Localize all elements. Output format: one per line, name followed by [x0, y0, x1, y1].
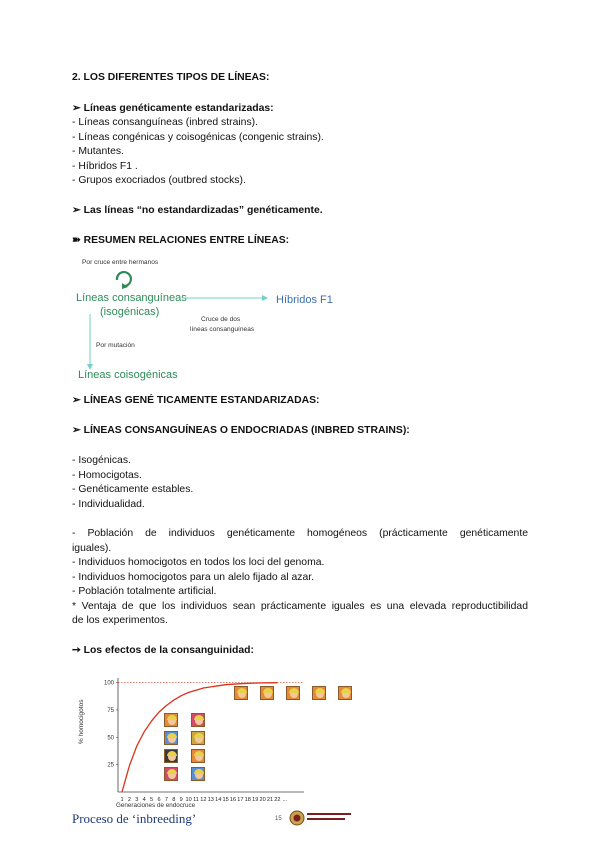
hybrids-label: Híbridos F1	[276, 294, 333, 306]
figure-caption: Proceso de ‘inbreeding’	[72, 811, 197, 826]
y-tick-label: 25	[107, 762, 114, 769]
x-tick-label: 2	[127, 797, 131, 803]
university-seal-icon	[289, 810, 305, 826]
mouse-photo-tile	[260, 686, 274, 700]
y-axis-label: % homocigotos	[78, 699, 85, 744]
y-tick-label: 75	[107, 707, 114, 714]
inbred-caps-heading: ➢ LÍNEAS CONSANGUÍNEAS O ENDOCRIADAS (INBRED STRAINS):	[72, 425, 410, 436]
x-tick-label: 10	[185, 797, 192, 803]
population-line: - Individuos homocigotos en todos los loci del genoma.	[72, 557, 325, 568]
isogenic-label: (isogénicas)	[100, 306, 160, 318]
x-tick-label: 14	[215, 797, 222, 803]
x-tick-label: 13	[207, 797, 214, 803]
x-tick-label: 8	[172, 797, 176, 803]
x-tick-label: ...	[282, 797, 288, 803]
population-line: * Ventaja de que los individuos sean prácticamente iguales es una elevada reproductibilidad	[72, 600, 528, 612]
mouse-photo-tile	[164, 749, 178, 763]
population-line: iguales).	[72, 542, 112, 554]
cross-label: Cruce de dos	[201, 316, 241, 323]
mouse-photo-tile	[191, 767, 205, 781]
standardized-heading: ➢ Líneas genéticamente estandarizadas:	[72, 103, 274, 114]
list-item: - Híbridos F1 .	[72, 160, 138, 172]
x-tick-label: 19	[252, 797, 259, 803]
property-item: - Individualidad.	[72, 498, 145, 510]
x-tick-label: 7	[164, 797, 168, 803]
mouse-photo-tile	[191, 731, 205, 745]
y-tick-label: 50	[107, 735, 114, 742]
inbred-lines-label: Líneas consanguíneas	[76, 292, 187, 304]
x-tick-label: 17	[237, 797, 244, 803]
mouse-photo-tile	[191, 749, 205, 763]
property-item: - Homocigotas.	[72, 469, 142, 481]
x-tick-label: 16	[229, 797, 237, 803]
x-tick-label: 12	[200, 797, 207, 803]
x-tick-label: 20	[259, 797, 266, 803]
population-line: de los experimentos.	[72, 615, 168, 626]
mouse-photo-tile	[191, 713, 205, 727]
loop-label: Por cruce entre hermanos	[82, 259, 159, 266]
property-item: - Isogénicas.	[72, 455, 131, 466]
x-tick-label: 9	[179, 797, 183, 803]
mouse-photo-tile	[164, 767, 178, 781]
list-item: - Líneas congénicas y coisogénicas (congenic strains).	[72, 131, 324, 143]
mouse-photo-tile	[234, 686, 248, 700]
page-number: 15	[275, 816, 282, 822]
non-standardized-heading: ➢ Las líneas “no estandardizadas” genéticamente.	[72, 205, 323, 216]
population-line: - Población totalmente artificial.	[72, 586, 217, 597]
x-tick-label: 22	[274, 797, 281, 803]
population-line: - Individuos homocigotos para un alelo fijado al azar.	[72, 571, 315, 583]
x-tick-label: 5	[150, 797, 154, 803]
x-axis-label: Generaciones de endocruce	[116, 802, 196, 809]
mouse-photo-tile	[338, 686, 352, 700]
y-tick-label: 100	[103, 680, 114, 687]
mouse-photo-tile	[312, 686, 326, 700]
summary-heading: ➽ RESUMEN RELACIONES ENTRE LÍNEAS:	[72, 235, 290, 246]
effects-heading: ➙ Los efectos de la consanguinidad:	[72, 645, 254, 656]
mouse-photo-tile	[164, 731, 178, 745]
list-item: - Mutantes.	[72, 146, 124, 157]
population-line: - Población de individuos genéticamente homogéneos (prácticamente genéticamente	[72, 528, 528, 539]
mouse-photo-tile	[164, 713, 178, 727]
list-item: - Grupos exocriados (outbred stocks).	[72, 175, 246, 186]
x-tick-label: 11	[193, 797, 199, 803]
university-logo-text	[307, 813, 351, 815]
list-item: - Líneas consanguíneas (inbred strains).	[72, 117, 258, 128]
x-tick-label: 6	[157, 797, 161, 803]
property-item: - Genéticamente estables.	[72, 484, 194, 495]
x-tick-label: 18	[244, 797, 251, 803]
mutation-arrow-icon	[86, 312, 94, 372]
section-title: 2. LOS DIFERENTES TIPOS DE LÍNEAS:	[72, 72, 270, 83]
standardized-caps-heading: ➢ LÍNEAS GENÉ TICAMENTE ESTANDARIZADAS:	[72, 395, 320, 406]
x-tick-label: 21	[266, 797, 274, 803]
coisogenic-label: Líneas coisogénicas	[78, 369, 178, 381]
mouse-photo-tile	[286, 686, 300, 700]
x-tick-label: 4	[142, 797, 146, 803]
x-tick-label: 1	[120, 797, 124, 803]
cross-label: líneas consanguíneas	[190, 326, 255, 333]
x-tick-label: 15	[222, 797, 229, 803]
mutation-label: Por mutación	[96, 342, 135, 349]
hybrid-arrow-icon	[180, 294, 270, 302]
loop-arrow-icon	[112, 268, 136, 290]
university-logo-text	[307, 818, 345, 820]
x-tick-label: 3	[135, 797, 139, 803]
